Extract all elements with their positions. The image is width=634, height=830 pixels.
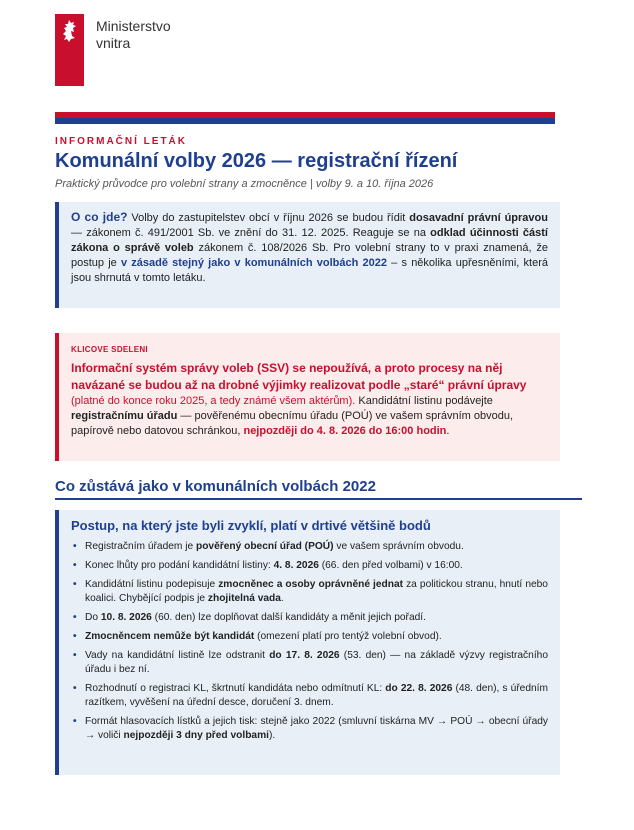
document-subtitle: Praktický průvodce pro volební strany a zmocněnce | volby 9. a 10. října 2026 — [55, 178, 434, 190]
list-item-text: Do — [85, 612, 101, 623]
ministry-name-line2: vnitra — [96, 35, 131, 51]
bullet-icon: • — [73, 631, 77, 642]
lion-emblem-icon — [59, 19, 80, 43]
key-message-text: Kandidátní listinu podávejte — [355, 395, 493, 407]
list-item — [71, 649, 548, 677]
intro-emphasis: dosavadní právní úpravou — [409, 212, 548, 224]
list-item-text: (48. den), s úředním razítkem, vyvěšení na úřední desce, doručení 3. dnem. — [85, 683, 548, 708]
intro-text: Volby do zastupitelstev obcí v říjnu 2026 se budou řídit — [127, 212, 410, 224]
list-item-emphasis: Zmocněncem nemůže být kandidát — [85, 631, 255, 642]
unchanged-rules-heading: Postup, na který jste byli zvyklí, platí v drtivé většině bodů — [71, 518, 431, 533]
key-message-box — [55, 333, 560, 461]
list-item — [71, 559, 548, 573]
bullet-icon: • — [73, 716, 77, 727]
key-message-note: (platné do konce roku 2025, a tedy známé všem aktérům). — [71, 395, 356, 407]
list-item-text: Konec lhůty pro podání kandidátní listiny: — [85, 560, 274, 571]
list-item-text: za politickou stranu, hnutí nebo koalici. Chybějící podpis je — [85, 579, 548, 604]
intro-text: – s několika upřesněními, která jsou shrnutá v tomto letáku. — [71, 257, 548, 284]
list-item — [71, 578, 548, 606]
intro-emphasis: odklad účinnosti částí zákona o správě voleb — [71, 227, 548, 254]
list-item-text: ). — [268, 730, 276, 741]
intro-text: — zákonem č. 491/2001 Sb. ve znění do 31. 12. 2025. Reaguje se na — [71, 227, 431, 239]
intro-text: zákonem č. 108/2026 Sb. Pro volební strany to v praxi znamená, že postup je — [71, 242, 548, 269]
submission-deadline: nejpozději do 4. 8. 2026 do 16:00 hodin — [243, 425, 447, 437]
list-item — [71, 611, 548, 625]
list-item-text: . — [280, 593, 284, 604]
list-item — [71, 630, 548, 644]
ministry-logo — [55, 14, 84, 86]
section-title: Co zůstává jako v komunálních volbách 2022 — [55, 478, 376, 495]
key-message-text: — pověřenému obecnímu úřadu (POÚ) ve vašem správním obvodu, papírově nebo datovou schránkou, — [71, 410, 514, 437]
ministry-name-line1: Ministerstvo — [96, 18, 171, 34]
list-item-text: (omezení platí pro tentýž volební obvod). — [254, 631, 442, 642]
list-item-text: Vady na kandidátní listině lze odstranit — [85, 650, 270, 661]
list-item-emphasis: 4. 8. 2026 — [273, 560, 319, 571]
list-item-emphasis: do 22. 8. 2026 — [385, 683, 453, 694]
list-item-text: ve vašem správním obvodu. — [333, 541, 464, 552]
document-type-label: INFORMAČNÍ LETÁK — [55, 136, 187, 147]
bullet-icon: • — [73, 650, 77, 661]
list-item-emphasis: nejpozději 3 dny před volbami — [123, 730, 269, 741]
intro-highlight: v zásadě stejný jako v komunálních volbách 2022 — [120, 257, 387, 269]
list-item-text: Formát hlasovacích lístků a jejich tisk: stejně jako 2022 (smluvní tiskárna MV → POÚ → obecní úřady → voliči — [85, 716, 548, 741]
list-item-text: Rozhodnutí o registraci KL, škrtnutí kandidáta nebo odmítnutí KL: — [85, 683, 386, 694]
bullet-icon: • — [73, 560, 77, 571]
header-stripe-blue — [55, 118, 555, 124]
key-message-tag: KLICOVE SDELENI — [71, 345, 148, 354]
unchanged-rules-list — [71, 540, 548, 743]
list-item-emphasis: do 17. 8. 2026 — [269, 650, 340, 661]
list-item-text: (60. den) lze doplňovat další kandidáty a měnit jejich pořadí. — [151, 612, 426, 623]
key-message-text: . — [446, 425, 450, 437]
bullet-icon: • — [73, 579, 77, 590]
list-item-text: (66. den před volbami) v 16:00. — [318, 560, 463, 571]
bullet-icon: • — [73, 541, 77, 552]
list-item-emphasis: pověřený obecní úřad (POÚ) — [195, 541, 334, 552]
intro-box — [55, 202, 560, 308]
list-item-emphasis: zmocněnec a osoby oprávněné jednat — [218, 579, 404, 590]
key-message-emphasis: registračnímu úřadu — [71, 410, 178, 422]
key-message-main: Informační systém správy voleb (SSV) se nepoužívá, a proto procesy na něj navázané se budou až na drobné výjimky realizovat podle „staré“ právní úpravy — [71, 361, 527, 392]
list-item — [71, 715, 548, 743]
list-item-text: Kandidátní listinu podepisuje — [85, 579, 219, 590]
list-item — [71, 682, 548, 710]
list-item-text: (53. den) — na základě výzvy registračního úřadu i bez ní. — [85, 650, 548, 675]
unchanged-rules-box — [55, 510, 560, 775]
list-item-emphasis: zhojitelná vada — [207, 593, 281, 604]
intro-lead: O co jde? — [71, 210, 128, 224]
document-title: Komunální volby 2026 — registrační řízení — [55, 150, 458, 172]
list-item — [71, 540, 548, 554]
ministry-name — [96, 18, 171, 52]
section-divider — [55, 498, 582, 500]
bullet-icon: • — [73, 612, 77, 623]
list-item-emphasis: 10. 8. 2026 — [100, 612, 152, 623]
list-item-text: Registračním úřadem je — [85, 541, 196, 552]
bullet-icon: • — [73, 683, 77, 694]
